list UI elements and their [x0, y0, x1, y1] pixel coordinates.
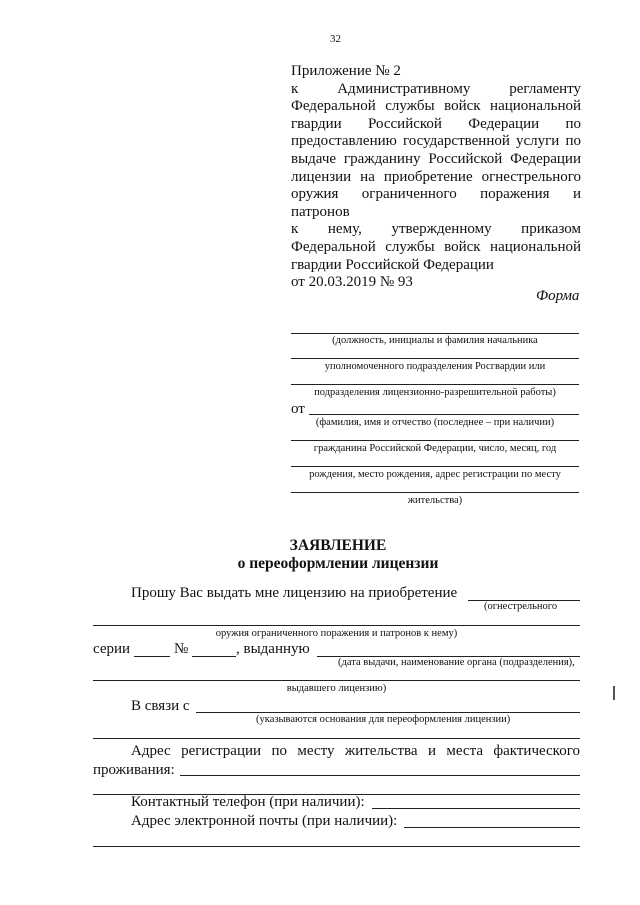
weapon-line[interactable] [93, 625, 580, 626]
series-field[interactable] [134, 656, 170, 657]
addressee-line-1[interactable] [291, 333, 579, 334]
hint-issue: (дата выдачи, наименование органа (подразделения), [338, 657, 575, 668]
appendix-line: предоставлению государственной услуги по [291, 133, 581, 150]
number-label: № [174, 641, 189, 657]
reason-field[interactable] [196, 712, 580, 713]
addressee-line-2[interactable] [291, 358, 579, 359]
addressee-line-6[interactable] [291, 466, 579, 467]
phone-field[interactable] [372, 808, 580, 809]
hint-issuer: выдавшего лицензию) [286, 683, 387, 694]
email-line-extra[interactable] [93, 846, 580, 847]
scan-mark [613, 686, 615, 700]
series-label: серии [93, 641, 131, 657]
document-title: ЗАЯВЛЕНИЕ [289, 537, 387, 554]
phone-label: Контактный телефон (при наличии): [131, 794, 365, 810]
addressee-hint-1: (должность, инициалы и фамилия начальника [332, 335, 538, 346]
page-number: 32 [330, 33, 341, 45]
document-subtitle: о переоформлении лицензии [237, 555, 439, 572]
appendix-block [291, 63, 581, 292]
addressee-hint-4: (фамилия, имя и отчество (последнее – при наличии) [315, 417, 555, 428]
address-field[interactable] [180, 775, 580, 776]
issued-label: , выданную [236, 641, 310, 657]
addressee-line-3[interactable] [291, 384, 579, 385]
addressee-hint-2: уполномоченного подразделения Росгвардии или [324, 361, 546, 372]
hint-weapon: оружия ограниченного поражения и патронов к нему) [215, 628, 458, 639]
address-line-2: проживания: [93, 762, 175, 778]
appendix-line: Приложение № 2 [291, 63, 401, 79]
email-label: Адрес электронной почты (при наличии): [131, 813, 398, 829]
form-label: Форма [536, 288, 580, 304]
addressee-line-7[interactable] [291, 492, 579, 493]
addressee-hint-6: рождения, место рождения, адрес регистрации по месту [309, 469, 561, 480]
reason-line-2[interactable] [93, 738, 580, 739]
reason-label: В связи с [131, 698, 190, 714]
appendix-line: гвардии Российской Федерации [291, 256, 494, 273]
hint-firearm: (огнестрельного [484, 601, 558, 612]
issuer-line[interactable] [93, 680, 580, 681]
appendix-line: оружия ограниченного поражения и патронов [291, 186, 581, 220]
email-field[interactable] [404, 827, 580, 828]
appendix-line: к нему, утвержденному приказом [291, 221, 581, 238]
address-line-1: Адрес регистрации по месту жительства и места фактического [131, 743, 580, 759]
number-field[interactable] [192, 656, 236, 657]
appendix-line: Федеральной службы войск национальной [291, 238, 581, 255]
appendix-line: к Административному регламенту [291, 80, 581, 97]
from-line[interactable] [309, 414, 579, 415]
appendix-line: лицензии на приобретение огнестрельного [291, 168, 581, 185]
appendix-line: от 20.03.2019 № 93 [291, 274, 413, 291]
appendix-line: гвардии Российской Федерации по [291, 115, 581, 132]
appendix-line: Федеральной службы войск национальной [291, 98, 581, 115]
hint-reason: (указываются основания для переоформления лицензии) [256, 714, 511, 725]
addressee-hint-3: подразделения лицензионно-разрешительной работы) [314, 387, 556, 398]
request-text: Прошу Вас выдать мне лицензию на приобретение [131, 585, 458, 601]
addressee-hint-5: гражданина Российской Федерации, число, месяц, год [313, 443, 557, 454]
addressee-line-5[interactable] [291, 440, 579, 441]
from-label: от [291, 401, 305, 417]
appendix-line: выдаче гражданину Российской Федерации [291, 150, 581, 167]
addressee-hint-7: жительства) [407, 495, 463, 506]
